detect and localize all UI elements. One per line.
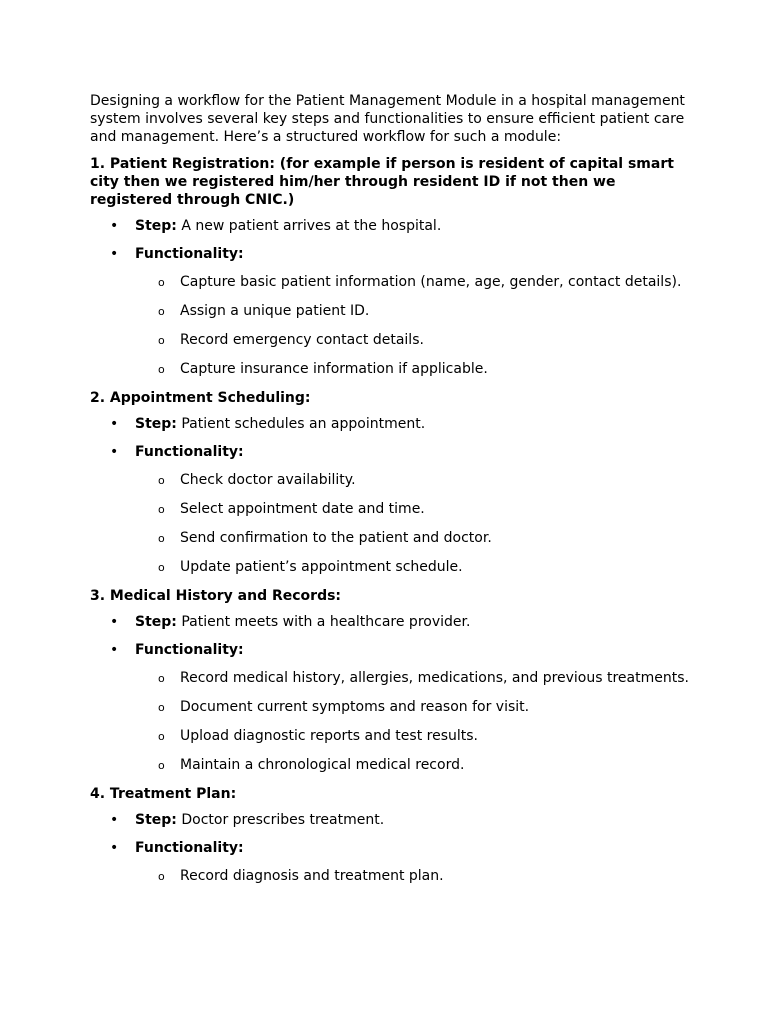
functionality-text: Record diagnosis and treatment plan. xyxy=(180,868,444,884)
circle-bullet-icon: o xyxy=(158,276,165,289)
functionality-item xyxy=(90,839,690,857)
functionality-list-item xyxy=(90,669,690,687)
bullet-icon: • xyxy=(110,642,119,658)
bullet-icon: • xyxy=(110,614,119,630)
functionality-list-item xyxy=(90,867,690,885)
functionality-text: Maintain a chronological medical record. xyxy=(180,757,465,773)
functionality-text: Document current symptoms and reason for visit. xyxy=(180,699,530,715)
functionality-item xyxy=(90,443,690,461)
functionality-list-item xyxy=(90,698,690,716)
functionality-list xyxy=(90,669,690,774)
functionality-list-item xyxy=(90,273,690,291)
functionality-text: Capture insurance information if applicable. xyxy=(180,361,488,377)
step-item xyxy=(90,217,690,235)
functionality-item xyxy=(90,245,690,263)
step-label: Step: xyxy=(135,614,177,630)
functionality-label: Functionality: xyxy=(135,246,244,262)
section-4 xyxy=(90,785,690,885)
circle-bullet-icon: o xyxy=(158,730,165,743)
section-1 xyxy=(90,155,690,378)
circle-bullet-icon: o xyxy=(158,759,165,772)
functionality-text: Record medical history, allergies, medications, and previous treatments. xyxy=(180,670,689,686)
circle-bullet-icon: o xyxy=(158,532,165,545)
functionality-text: Capture basic patient information (name, age, gender, contact details). xyxy=(180,274,682,290)
functionality-list-item xyxy=(90,360,690,378)
functionality-item xyxy=(90,641,690,659)
step-item xyxy=(90,415,690,433)
functionality-text: Send confirmation to the patient and doctor. xyxy=(180,530,492,546)
section-heading: 4. Treatment Plan: xyxy=(90,786,237,802)
functionality-list-item xyxy=(90,302,690,320)
step-item xyxy=(90,613,690,631)
functionality-list-item xyxy=(90,471,690,489)
workflow-sections xyxy=(90,155,690,885)
circle-bullet-icon: o xyxy=(158,672,165,685)
step-text: Patient meets with a healthcare provider. xyxy=(181,614,471,630)
functionality-list xyxy=(90,471,690,576)
functionality-list xyxy=(90,273,690,378)
functionality-list-item xyxy=(90,558,690,576)
section-heading: 1. Patient Registration: (for example if person is resident of capital smart city then we registered him/her through resident ID if not then we registered through CNIC.) xyxy=(90,156,674,208)
bullet-icon: • xyxy=(110,416,119,432)
document-page xyxy=(90,92,690,896)
step-text: Patient schedules an appointment. xyxy=(181,416,426,432)
section-2 xyxy=(90,389,690,576)
section-heading: 2. Appointment Scheduling: xyxy=(90,390,311,406)
intro-paragraph: Designing a workflow for the Patient Management Module in a hospital management system involves several key steps and functionalities to ensure efficient patient care and management. Here’s a structured workflow for such a module: xyxy=(90,93,685,145)
section-3 xyxy=(90,587,690,774)
circle-bullet-icon: o xyxy=(158,334,165,347)
functionality-list-item xyxy=(90,727,690,745)
step-label: Step: xyxy=(135,218,177,234)
functionality-list-item xyxy=(90,756,690,774)
functionality-text: Record emergency contact details. xyxy=(180,332,424,348)
bullet-icon: • xyxy=(110,840,119,856)
bullet-icon: • xyxy=(110,812,119,828)
functionality-text: Select appointment date and time. xyxy=(180,501,425,517)
section-heading: 3. Medical History and Records: xyxy=(90,588,342,604)
functionality-text: Check doctor availability. xyxy=(180,472,356,488)
step-item xyxy=(90,811,690,829)
bullet-icon: • xyxy=(110,444,119,460)
bullet-icon: • xyxy=(110,218,119,234)
circle-bullet-icon: o xyxy=(158,701,165,714)
step-text: A new patient arrives at the hospital. xyxy=(181,218,442,234)
circle-bullet-icon: o xyxy=(158,305,165,318)
circle-bullet-icon: o xyxy=(158,474,165,487)
step-text: Doctor prescribes treatment. xyxy=(181,812,385,828)
circle-bullet-icon: o xyxy=(158,363,165,376)
circle-bullet-icon: o xyxy=(158,503,165,516)
bullet-icon: • xyxy=(110,246,119,262)
functionality-label: Functionality: xyxy=(135,840,244,856)
step-label: Step: xyxy=(135,812,177,828)
functionality-list xyxy=(90,867,690,885)
circle-bullet-icon: o xyxy=(158,561,165,574)
functionality-text: Update patient’s appointment schedule. xyxy=(180,559,463,575)
functionality-text: Assign a unique patient ID. xyxy=(180,303,370,319)
functionality-label: Functionality: xyxy=(135,642,244,658)
functionality-list-item xyxy=(90,500,690,518)
circle-bullet-icon: o xyxy=(158,870,165,883)
functionality-text: Upload diagnostic reports and test results. xyxy=(180,728,478,744)
functionality-list-item xyxy=(90,331,690,349)
step-label: Step: xyxy=(135,416,177,432)
functionality-list-item xyxy=(90,529,690,547)
functionality-label: Functionality: xyxy=(135,444,244,460)
